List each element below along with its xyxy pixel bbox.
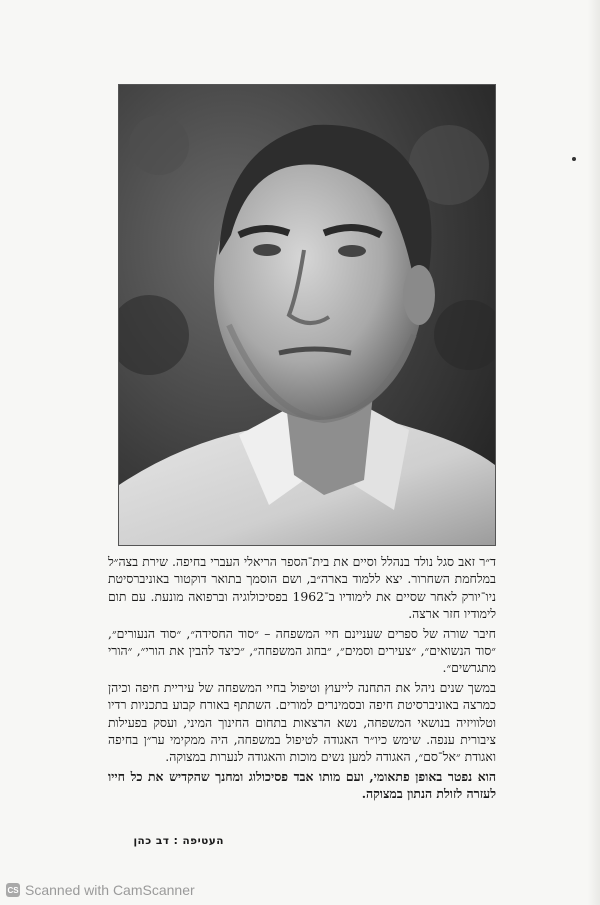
- biography-paragraph: ד״ר זאב סגל נולד בנהלל וסיים את בית־הספר הריאלי העברי בחיפה. שירת בצה״ל במלחמת השחרור. יצא ללמוד בארה״ב, ושם הוסמך בתואר דוקטור באוניברסיטת ניו־יורק לאחר שסיים את לימודיו ב־1962 בפסיכולוגיה וברפואה מונעת. עם תום לימודיו חזר ארצה.: [108, 554, 496, 622]
- scan-speck: [572, 157, 576, 161]
- biography-paragraph: הוא נפטר באופן פתאומי, ועם מותו אבד פסיכולוג ומחנך שהקדיש את כל חייו לעזרה לזולת הנתון במצוקה.: [108, 768, 496, 802]
- page-edge: [588, 0, 600, 905]
- portrait-illustration: [119, 85, 495, 545]
- cover-credit: העטיפה : דב כהן: [133, 835, 224, 847]
- watermark-text: Scanned with CamScanner: [25, 882, 195, 898]
- biography-paragraph: חיבר שורה של ספרים שעניינם חיי המשפחה – ״סוד החסידה״, ״סוד הנעורים״, ״סוד הנשואים״, ״צעירים וסמים״, ״בחוג המשפחה״, ״כיצד להבין את הורי״, ״הורי מתגרשים״.: [108, 625, 496, 676]
- scanner-watermark: [6, 880, 195, 900]
- biography-paragraph: במשך שנים ניהל את התחנה לייעוץ וטיפול בחיי המשפחה של עיריית חיפה וכיהן כמרצה באוניברסיטת חיפה ובסמינרים למורים. השתתף באורח קבוע בתכניות רדיו וטלוויזיה בנושאי המשפחה, נשא הרצאות בתחום החינוך המיני, ועסק בפעילות ציבורית ענפה. שימש כיו״ר האגודה לטיפול במשפחה, היה ממקימי ער״ן בחיפה ואגודת ״אל־סם״, האגודה למען נשים מוכות והאגודה לנערות במצוקה.: [108, 679, 496, 765]
- biography-text: [108, 553, 496, 805]
- portrait-photo: [118, 84, 496, 546]
- camscanner-logo-icon: CS: [6, 883, 20, 897]
